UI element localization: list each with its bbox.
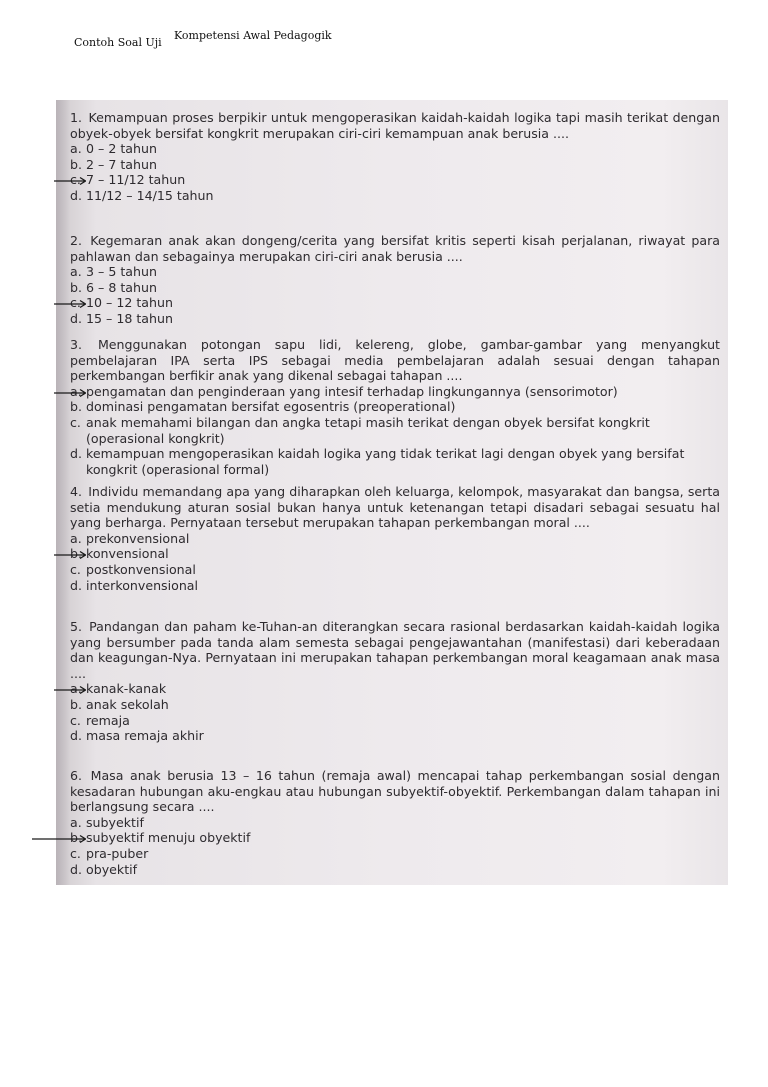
answer-marker-arrow-icon	[54, 550, 86, 560]
question-stem: 1. Kemampuan proses berpikir untuk mengoperasikan kaidah-kaidah logika tapi masih terikat dengan obyek-obyek bersifat kongkrit merupakan ciri-ciri kemampuan anak berusia ....	[70, 110, 720, 141]
option-b: b. subyektif menuju obyektif	[70, 830, 251, 846]
option-b: b. 2 – 7 tahun	[70, 156, 157, 172]
option-b: b. 6 – 8 tahun	[70, 279, 157, 295]
question-stem: 6. Masa anak berusia 13 – 16 tahun (remaja awal) mencapai tahap perkembangan sosial dengan kesadaran hubungan aku-engkau atau hubungan subyektif-obyektif. Perkembangan dalam tahapan ini berlangsung secara ....	[70, 768, 720, 815]
option-d: d. interkonvensional	[70, 577, 199, 593]
question-stem: 2. Kegemaran anak akan dongeng/cerita yang bersifat kritis seperti kisah perjalanan, riwayat para pahlawan dan sebagainya merupakan ciri-ciri anak berusia ....	[70, 233, 720, 264]
option-d: d. kemampuan mengoperasikan kaidah logika yang tidak terikat lagi dengan obyek yang bersifat kongkrit (operasional formal)	[70, 446, 685, 477]
header-right: Kompetensi Awal Pedagogik	[174, 29, 332, 42]
question-1	[70, 110, 720, 204]
question-stem: 5. Pandangan dan paham ke-Tuhan-an diterangkan secara rasional berdasarkan kaidah-kaidah logika yang bersumber pada tanda alam semesta sebagai pengejawantahan (manifestasi) dari keberadaan dan keagungan-Nya. Pernyataan ini merupakan tahapan perkembangan moral keagamaan anak masa ....	[70, 619, 720, 681]
option-a: a. prekonvensional	[70, 530, 190, 546]
question-4	[70, 484, 720, 593]
answer-marker-arrow-icon	[32, 834, 86, 844]
option-c: c. pra-puber	[70, 845, 149, 861]
question-3	[70, 337, 720, 477]
question-stem: 4. Individu memandang apa yang diharapkan oleh keluarga, kelompok, masyarakat dan bangsa, serta setia mendukung aturan sosial bukan hanya untuk ketenangan tetapi disadari sebagai sesuatu hal yang berharga. Pernyataan tersebut merupakan tahapan perkembangan moral ....	[70, 484, 720, 531]
option-b: b. konvensional	[70, 546, 169, 562]
question-5	[70, 619, 720, 744]
answer-marker-arrow-icon	[54, 299, 86, 309]
option-c: c. postkonvensional	[70, 561, 196, 577]
option-d: d. 15 – 18 tahun	[70, 310, 173, 326]
option-c: c. 10 – 12 tahun	[70, 295, 173, 311]
answer-marker-arrow-icon	[54, 685, 86, 695]
option-a: a. 0 – 2 tahun	[70, 141, 157, 157]
question-6	[70, 768, 720, 877]
option-c: c. remaja	[70, 712, 130, 728]
question-2	[70, 233, 720, 327]
option-a: a. subyektif	[70, 814, 144, 830]
option-a: a. pengamatan dan penginderaan yang intesif terhadap lingkungannya (sensorimotor)	[70, 383, 618, 399]
option-d: d. masa remaja akhir	[70, 728, 204, 744]
option-b: b. anak sekolah	[70, 696, 169, 712]
option-a: a. kanak-kanak	[70, 681, 167, 697]
option-c: c. anak memahami bilangan dan angka tetapi masih terikat dengan obyek bersifat kongkrit (operasional kongkrit)	[70, 414, 650, 446]
option-d: d. 11/12 – 14/15 tahun	[70, 187, 214, 203]
answer-marker-arrow-icon	[54, 388, 86, 398]
scanned-page	[56, 100, 728, 885]
option-d: d. obyektif	[70, 861, 138, 877]
option-b: b. dominasi pengamatan bersifat egosentris (preoperational)	[70, 399, 456, 415]
header-left: Contoh Soal Uji	[74, 36, 162, 49]
option-c: c. 7 – 11/12 tahun	[70, 172, 186, 188]
option-a: a. 3 – 5 tahun	[70, 264, 157, 280]
question-stem: 3. Menggunakan potongan sapu lidi, kelereng, globe, gambar-gambar yang menyangkut pembelajaran IPA serta IPS sebagai media pembelajaran adalah sesuai dengan tahapan perkembangan berfikir anak yang dikenal sebagai tahapan ....	[70, 337, 720, 384]
answer-marker-arrow-icon	[54, 176, 86, 186]
